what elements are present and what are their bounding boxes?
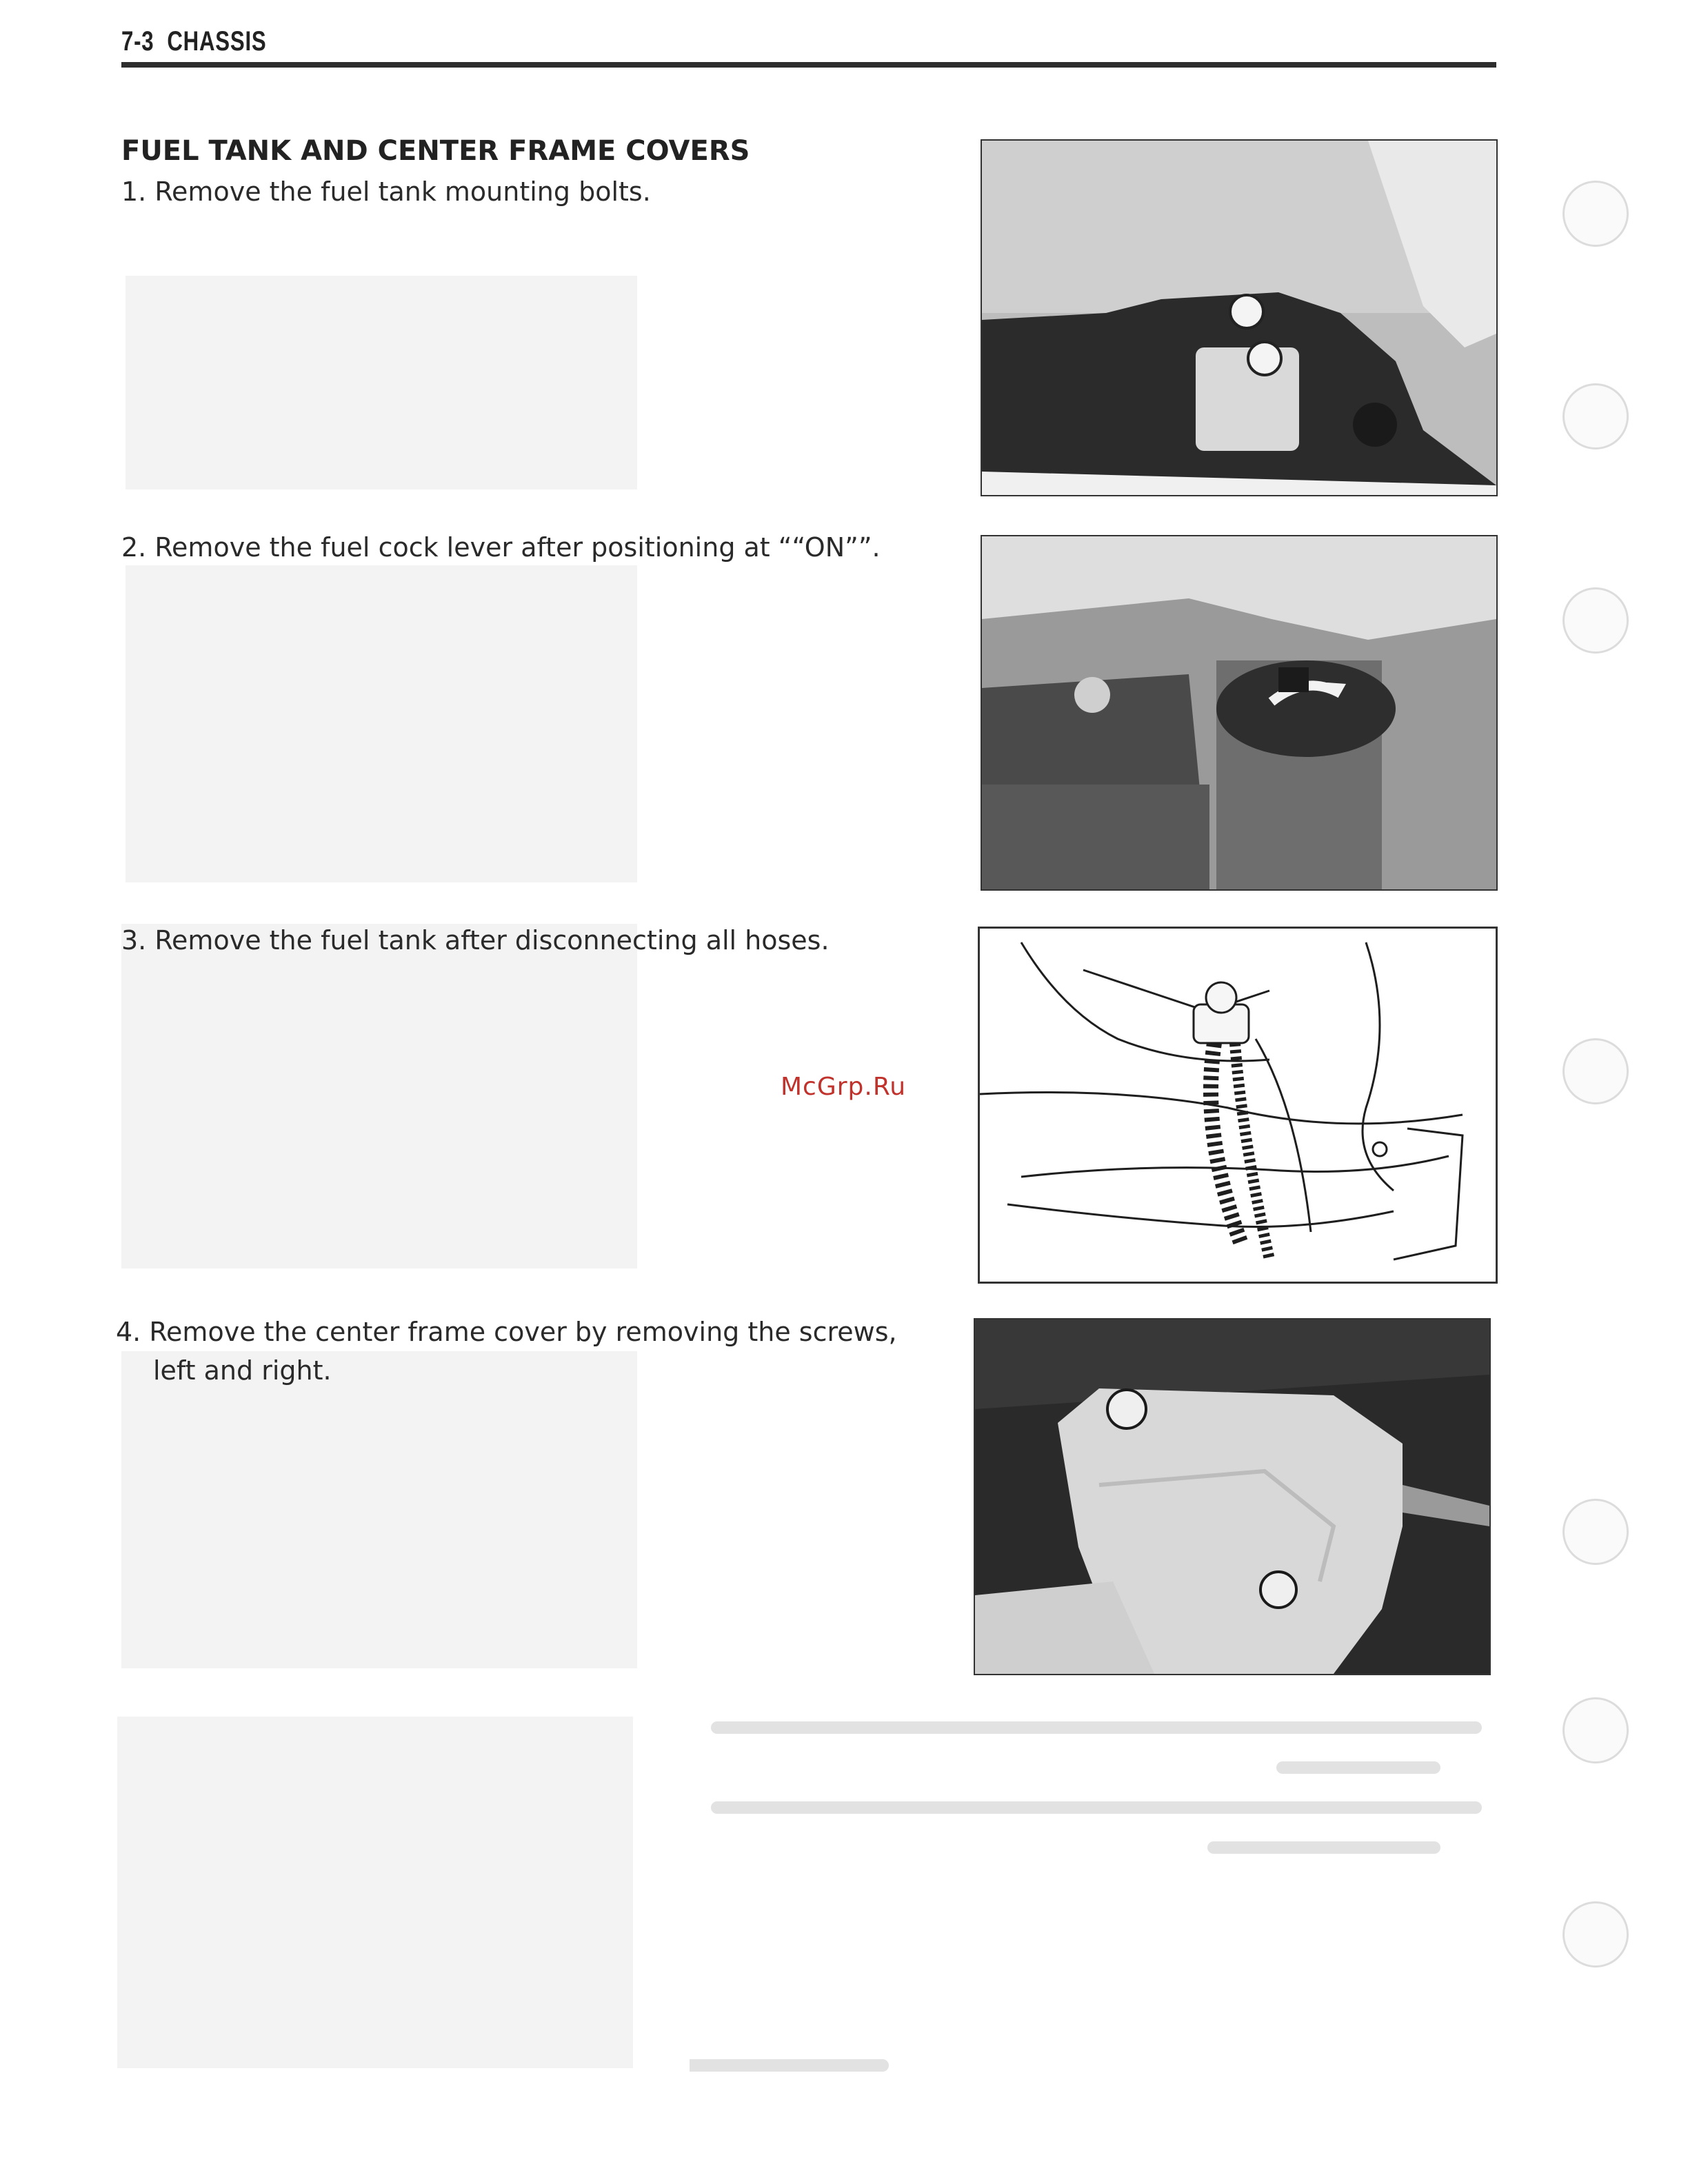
step-4-continuation: left and right. <box>153 1355 332 1386</box>
photo-center-frame-cover <box>974 1318 1491 1675</box>
photo-fuel-cock-lever <box>981 535 1498 891</box>
step-2 <box>121 528 881 567</box>
bleed-panel-4 <box>121 1351 637 1668</box>
step-text: Remove the fuel cock lever after positioning at ““ON””. <box>154 532 881 563</box>
binder-hole-1 <box>1563 181 1629 247</box>
bleed-panel-5 <box>117 1717 633 2068</box>
step-number: 4. <box>116 1317 141 1347</box>
step-3 <box>121 921 830 960</box>
section-number: 7-3 <box>121 26 154 57</box>
step-1 <box>121 172 651 211</box>
step-text: Remove the fuel tank mounting bolts. <box>154 176 651 207</box>
bleed-panel-2 <box>125 565 637 882</box>
section-title-heading: FUEL TANK AND CENTER FRAME COVERS <box>121 135 750 167</box>
photo-fuel-tank-bolts <box>981 139 1498 496</box>
step-number: 3. <box>121 925 147 956</box>
step-number: 1. <box>121 176 147 207</box>
bleed-text-block <box>690 1703 1503 2089</box>
binder-hole-6 <box>1563 1697 1629 1763</box>
watermark: McGrp.Ru <box>781 1073 907 1101</box>
header-rule <box>121 62 1496 68</box>
page-header <box>121 26 266 57</box>
binder-hole-2 <box>1563 383 1629 449</box>
bleed-panel-3 <box>121 924 637 1268</box>
step-text: Remove the fuel tank after disconnecting all hoses. <box>154 925 830 956</box>
binder-hole-4 <box>1563 1038 1629 1104</box>
binder-hole-5 <box>1563 1499 1629 1565</box>
diagram-fuel-hoses <box>978 927 1498 1284</box>
binder-hole-3 <box>1563 587 1629 654</box>
step-text: Remove the center frame cover by removing the screws, <box>149 1317 897 1347</box>
binder-hole-7 <box>1563 1901 1629 1968</box>
step-number: 2. <box>121 532 147 563</box>
section-title: CHASSIS <box>167 26 267 57</box>
step-4 <box>116 1313 897 1351</box>
bleed-panel-1 <box>125 276 637 489</box>
